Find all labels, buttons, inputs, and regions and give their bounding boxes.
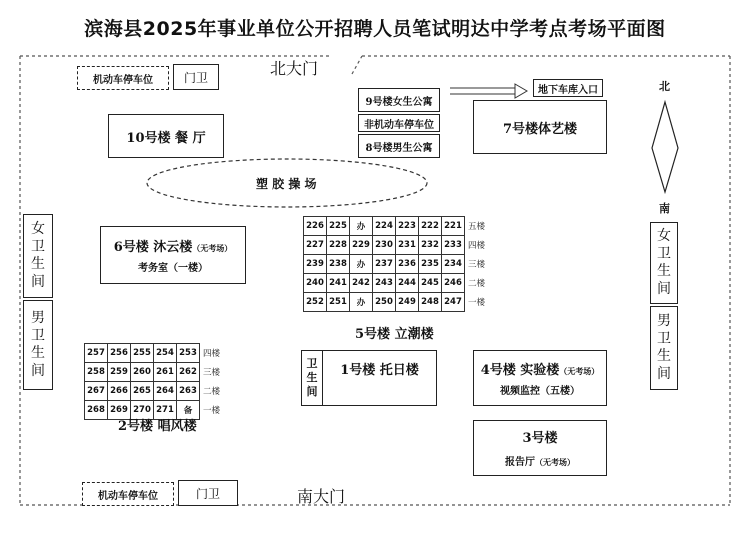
exam-room-cell: 259 xyxy=(108,363,131,382)
exam-room-cell: 263 xyxy=(177,382,200,401)
exam-room-cell: 248 xyxy=(419,293,442,312)
north-gate-label: 北大门 xyxy=(270,59,319,78)
floor-label: 二楼 xyxy=(203,387,221,397)
exam-room-cell: 办 xyxy=(350,293,373,312)
exam-room-cell: 办 xyxy=(350,217,373,236)
exam-room-cell: 261 xyxy=(154,363,177,382)
exam-room-cell: 238 xyxy=(327,255,350,274)
toilet-right-female xyxy=(650,222,678,304)
garage-entrance: 地下车库入口 xyxy=(533,79,603,97)
floor-row xyxy=(304,274,491,293)
toilet-left-female xyxy=(23,214,53,298)
building-7: 7号楼体艺楼 xyxy=(473,100,607,154)
exam-room-cell: 235 xyxy=(419,255,442,274)
exam-room-cell: 240 xyxy=(304,274,327,293)
toilet-char: 女 xyxy=(31,221,45,237)
exam-room-cell: 224 xyxy=(373,217,396,236)
exam-room-cell: 254 xyxy=(154,344,177,363)
exam-room-cell: 264 xyxy=(154,382,177,401)
toilet-char: 女 xyxy=(657,228,671,244)
building-2-rooms xyxy=(84,343,226,420)
exam-room-cell: 256 xyxy=(108,344,131,363)
floor-label: 三楼 xyxy=(468,260,486,270)
floor-row xyxy=(85,382,226,401)
exam-room-cell: 239 xyxy=(304,255,327,274)
building-3: 3号楼 报告厅（无考场） xyxy=(473,420,607,476)
exam-room-cell: 258 xyxy=(85,363,108,382)
exam-room-cell: 260 xyxy=(131,363,154,382)
exam-room-cell: 236 xyxy=(396,255,419,274)
toilet-char: 间 xyxy=(306,384,318,398)
south-gate-label: 南大门 xyxy=(297,487,346,506)
toilet-char: 生 xyxy=(657,348,671,364)
exam-room-cell: 271 xyxy=(154,401,177,420)
exam-room-cell: 228 xyxy=(327,236,350,255)
floor-label: 一楼 xyxy=(468,298,486,308)
toilet-char: 生 xyxy=(306,371,318,385)
toilet-right-male xyxy=(650,306,678,390)
compass-icon xyxy=(652,102,678,192)
toilet-char: 男 xyxy=(31,310,45,326)
parking-south: 机动车停车位 xyxy=(82,482,174,506)
exam-room-cell: 备 xyxy=(177,401,200,420)
toilet-char: 间 xyxy=(31,273,45,290)
exam-room-cell: 270 xyxy=(131,401,154,420)
exam-room-cell: 227 xyxy=(304,236,327,255)
exam-room-cell: 247 xyxy=(442,293,465,312)
compass-north: 北 xyxy=(659,80,670,93)
exam-room-cell: 244 xyxy=(396,274,419,293)
exam-room-cell: 262 xyxy=(177,363,200,382)
building-10: 10号楼 餐 厅 xyxy=(108,114,224,158)
page-title: 滨海县2025年事业单位公开招聘人员笔试明达中学考点考场平面图 xyxy=(84,18,666,40)
toilet-char: 间 xyxy=(31,362,45,379)
exam-room-cell: 230 xyxy=(373,236,396,255)
building-5-label: 5号楼 立潮楼 xyxy=(355,327,434,342)
exam-room-cell: 233 xyxy=(442,236,465,255)
exam-room-cell: 268 xyxy=(85,401,108,420)
toilet-left-male xyxy=(23,300,53,390)
dorm-9: 9号楼女生公寓 xyxy=(358,88,440,112)
exam-room-cell: 255 xyxy=(131,344,154,363)
floor-row xyxy=(304,293,491,312)
floor-row xyxy=(85,344,226,363)
floor-label: 四楼 xyxy=(203,349,221,359)
floor-row xyxy=(304,255,491,274)
exam-room-cell: 246 xyxy=(442,274,465,293)
exam-room-cell: 234 xyxy=(442,255,465,274)
toilet-char: 间 xyxy=(657,365,671,382)
floor-row xyxy=(304,236,491,255)
exam-room-cell: 231 xyxy=(396,236,419,255)
guard-north: 门卫 xyxy=(173,64,219,90)
exam-room-cell: 办 xyxy=(350,255,373,274)
building-4: 4号楼 实验楼（无考场） 视频监控（五楼） xyxy=(473,350,607,406)
toilet-char: 生 xyxy=(31,345,45,361)
dorm-8: 8号楼男生公寓 xyxy=(358,134,440,158)
exam-room-cell: 269 xyxy=(108,401,131,420)
exam-room-cell: 221 xyxy=(442,217,465,236)
toilet-char: 卫 xyxy=(31,327,45,344)
building-5-rooms xyxy=(303,216,491,312)
exam-room-cell: 242 xyxy=(350,274,373,293)
floor-row xyxy=(85,363,226,382)
toilet-char: 男 xyxy=(657,313,671,329)
exam-room-cell: 251 xyxy=(327,293,350,312)
toilet-char: 卫 xyxy=(657,245,671,262)
exam-room-cell: 237 xyxy=(373,255,396,274)
floor-row xyxy=(304,217,491,236)
building-6: 6号楼 沐云楼（无考场） 考务室（一楼） xyxy=(100,226,246,284)
parking-north: 机动车停车位 xyxy=(77,66,169,90)
exam-room-cell: 226 xyxy=(304,217,327,236)
toilet-building-1 xyxy=(301,350,323,406)
playground-label: 塑 胶 操 场 xyxy=(256,177,317,191)
exam-room-cell: 267 xyxy=(85,382,108,401)
exam-room-cell: 252 xyxy=(304,293,327,312)
floor-label: 三楼 xyxy=(203,368,221,378)
exam-room-cell: 250 xyxy=(373,293,396,312)
floor-label: 二楼 xyxy=(468,279,486,289)
guard-south: 门卫 xyxy=(178,480,238,506)
exam-room-cell: 245 xyxy=(419,274,442,293)
toilet-char: 生 xyxy=(657,263,671,279)
exam-room-cell: 249 xyxy=(396,293,419,312)
floor-label: 五楼 xyxy=(468,222,486,232)
exam-room-cell: 253 xyxy=(177,344,200,363)
exam-room-cell: 223 xyxy=(396,217,419,236)
exam-room-cell: 257 xyxy=(85,344,108,363)
exam-room-cell: 241 xyxy=(327,274,350,293)
compass-south: 南 xyxy=(659,202,670,215)
building-1: 1号楼 托日楼 xyxy=(322,350,437,406)
nonmotor-parking: 非机动车停车位 xyxy=(358,114,440,132)
exam-room-cell: 225 xyxy=(327,217,350,236)
exam-room-cell: 243 xyxy=(373,274,396,293)
building-2-label: 2号楼 唱风楼 xyxy=(118,419,197,434)
toilet-char: 卫 xyxy=(31,238,45,255)
toilet-char: 卫 xyxy=(657,330,671,347)
floor-label: 四楼 xyxy=(468,241,486,251)
floor-label: 一楼 xyxy=(203,406,221,416)
toilet-char: 间 xyxy=(657,280,671,297)
toilet-char: 卫 xyxy=(306,357,318,371)
exam-room-cell: 232 xyxy=(419,236,442,255)
exam-room-cell: 229 xyxy=(350,236,373,255)
toilet-char: 生 xyxy=(31,256,45,272)
exam-room-cell: 266 xyxy=(108,382,131,401)
exam-room-cell: 265 xyxy=(131,382,154,401)
exam-room-cell: 222 xyxy=(419,217,442,236)
